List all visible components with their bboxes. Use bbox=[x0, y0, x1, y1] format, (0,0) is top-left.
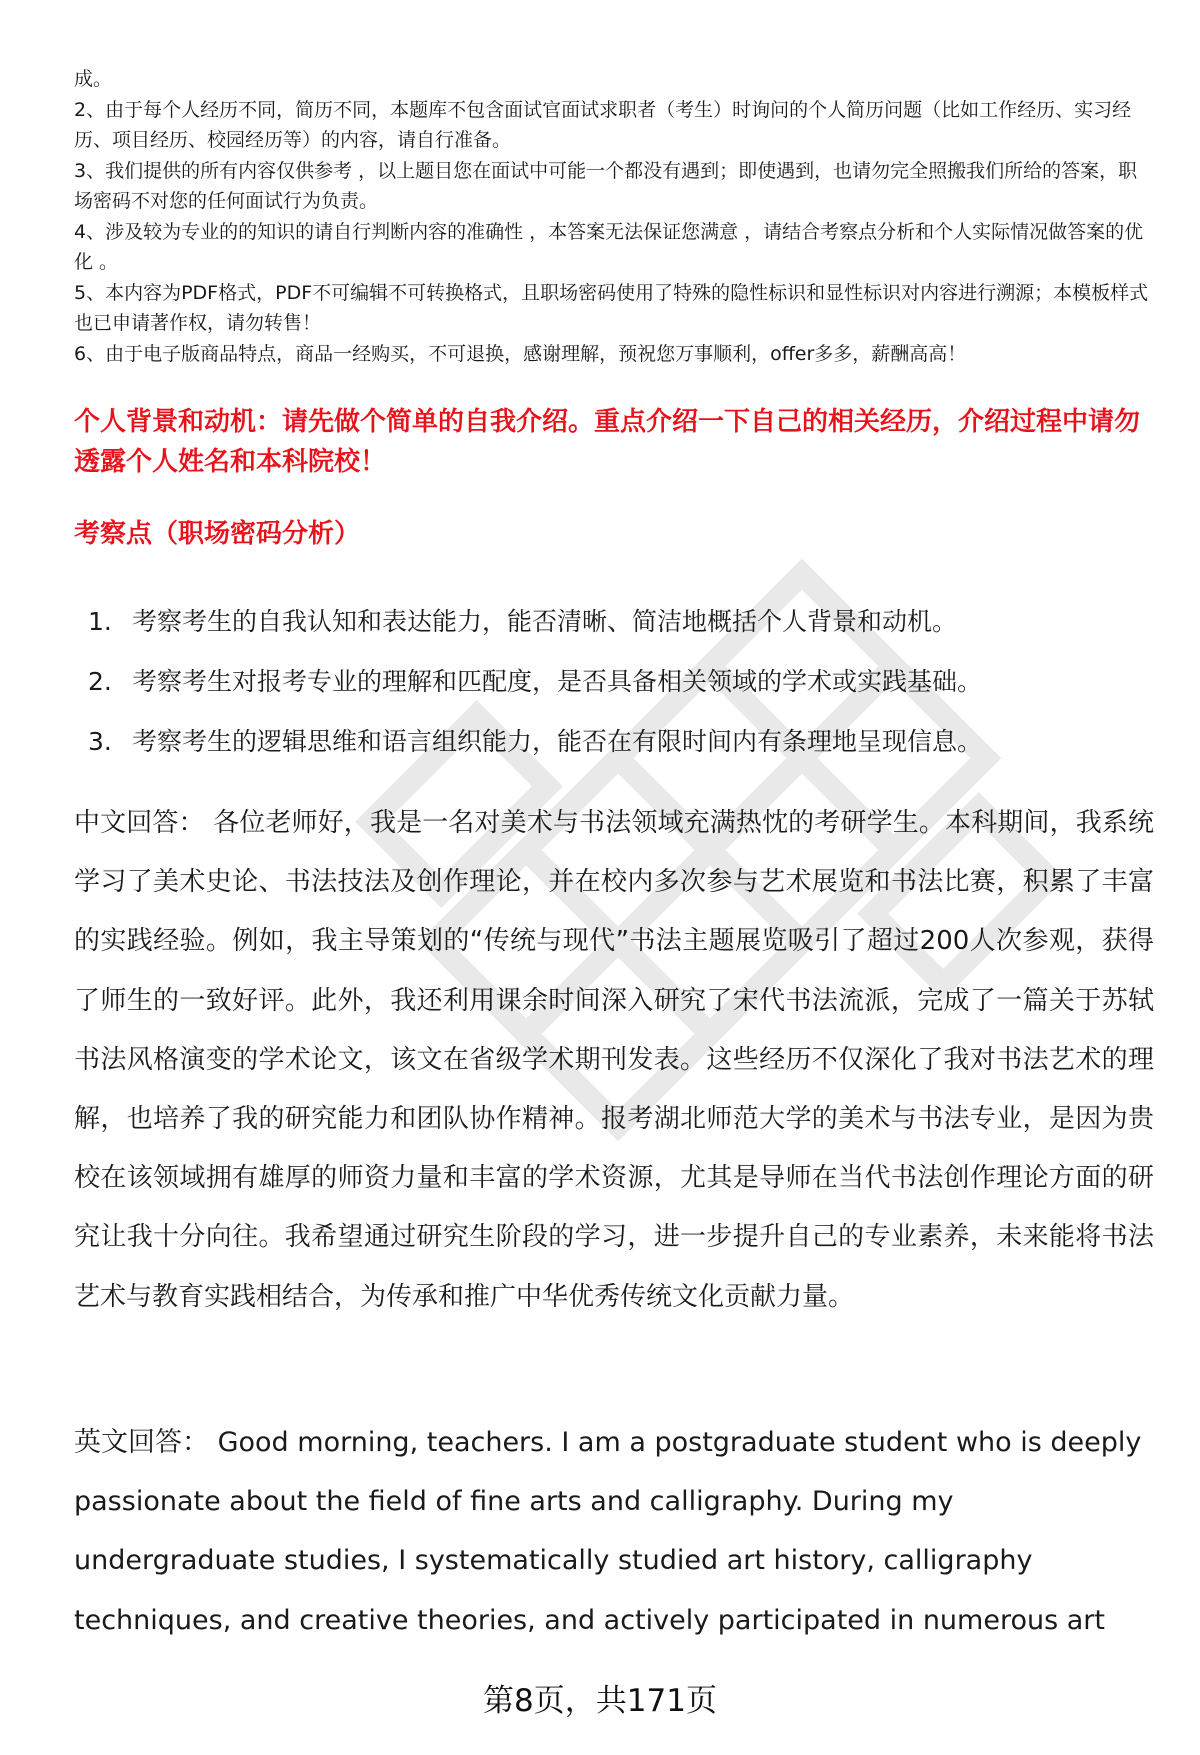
chinese-answer-section bbox=[74, 794, 1154, 1327]
question-heading: 个人背景和动机：请先做个简单的自我介绍。重点介绍一下自己的相关经历，介绍过程中请勿透露个人姓名和本科院校！ bbox=[74, 407, 1141, 477]
note-line: 5、本内容为PDF格式，PDF不可编辑不可转换格式，且职场密码使用了特殊的隐性标识和显性标识对内容进行溯源；本模板样式也已申请著作权，请勿转售！ bbox=[74, 281, 1149, 334]
note-line: 4、涉及较为专业的的知识的请自行判断内容的准确性 ，本答案无法保证您满意 ，请结合考察点分析和个人实际情况做答案的优化 。 bbox=[74, 220, 1144, 273]
note-line: 3、我们提供的所有内容仅供参考 ，以上题目您在面试中可能一个都没有遇到；即使遇到，也请勿完全照搬我们所给的答案，职场密码不对您的任何面试行为负责。 bbox=[74, 159, 1138, 212]
chinese-answer-text: 中文回答： 各位老师好，我是一名对美术与书法领域充满热忱的考研学生。本科期间，我系统学习了美术史论、书法技法及创作理论，并在校内多次参与艺术展览和书法比赛，积累了丰富的实践经验。例如，我主导策划的“传统与现代”书法主题展览吸引了超过200人次参观，获得了师生的一致好评。此外，我还利用课余时间深入研究了宋代书法流派，完成了一篇关于苏轼书法风格演变的学术论文，该文在省级学术期刊发表。这些经历不仅深化了我对书法艺术的理解，也培养了我的研究能力和团队协作精神。报考湖北师范大学的美术与书法专业，是因为贵校在该领域拥有雄厚的师资力量和丰富的学术资源，尤其是导师在当代书法创作理论方面的研究让我十分向往。我希望通过研究生阶段的学习，进一步提升自己的专业素养，未来能将书法艺术与教育实践相结合，为传承和推广中华优秀传统文化贡献力量。 bbox=[74, 808, 1154, 1312]
note-line: 2、由于每个人经历不同，简历不同，本题库不包含面试官面试求职者（考生）时询问的个人简历问题（比如工作经历、实习经历、项目经历、校园经历等）的内容，请自行准备。 bbox=[74, 98, 1132, 151]
english-answer-section bbox=[74, 1413, 1154, 1650]
points-list bbox=[88, 592, 1168, 772]
points-heading: 考察点（职场密码分析） bbox=[74, 519, 361, 549]
english-answer-text: 英文回答： Good morning, teachers. I am a postgraduate student who is deeply passionate about the field of fine arts and calligraphy. During my undergraduate studies, I systematically studied art history, calligraphy techniques, and creative theories, and actively participated in numerous art bbox=[74, 1427, 1142, 1636]
list-text: 考察考生的逻辑思维和语言组织能力，能否在有限时间内有条理地呈现信息。 bbox=[132, 727, 983, 756]
list-text: 考察考生对报考专业的理解和匹配度，是否具备相关领域的学术或实践基础。 bbox=[132, 667, 983, 696]
list-item bbox=[88, 712, 1168, 772]
list-number: 2. bbox=[88, 667, 112, 696]
list-item bbox=[88, 652, 1168, 712]
list-item bbox=[88, 592, 1168, 652]
note-line: 6、由于电子版商品特点，商品一经购买，不可退换，感谢理解，预祝您万事顺利，offer多多，薪酬高高！ bbox=[74, 342, 967, 365]
list-number: 3. bbox=[88, 727, 112, 756]
list-number: 1. bbox=[88, 607, 112, 636]
notes-section bbox=[74, 64, 1154, 369]
page-number-footer: 第8页，共171页 bbox=[483, 1683, 717, 1719]
note-line: 成。 bbox=[74, 68, 113, 90]
list-text: 考察考生的自我认知和表达能力，能否清晰、简洁地概括个人背景和动机。 bbox=[132, 607, 958, 636]
